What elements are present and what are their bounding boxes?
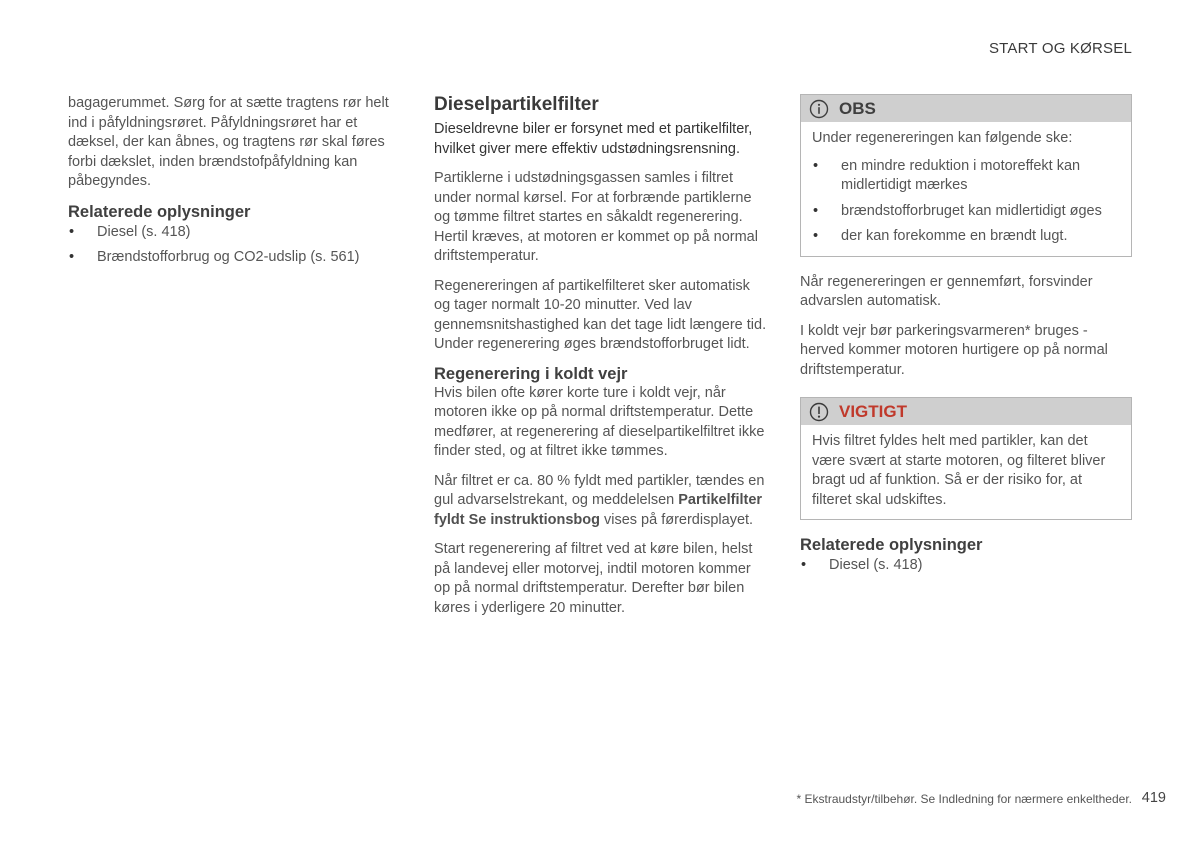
warning-box-body	[801, 425, 1131, 519]
related-info-heading: Relaterede oplysninger	[68, 202, 251, 221]
warning-box	[800, 397, 1132, 520]
text-segment: Når filtret er ca. 80 % fyldt med partikler, tændes en gul advarselstrekant, og meddelelsen	[434, 472, 765, 508]
paragraph: I koldt vejr bør parkeringsvarmeren* bruges - herved kommer motoren hurtigere op på normal driftstemperatur.	[800, 322, 1108, 378]
note-box-title: OBS	[839, 98, 876, 118]
paragraph: Partiklerne i udstødningsgassen samles i filtret under normal kørsel. For at forbrænde partiklerne og tømme filtret startes en såkaldt regenerering. Hertil kræves, at motoren er kommet op på normal driftstemperatur.	[434, 170, 758, 264]
list-item: • der kan forekomme en brændt lugt.	[812, 227, 1120, 247]
note-intro: Under regenereringen kan følgende ske:	[812, 130, 1073, 146]
list-item: • en mindre reduktion i motoreffekt kan midlertidigt mærkes	[812, 157, 1120, 196]
paragraph: Hvis bilen ofte kører korte ture i koldt vejr, når motoren ikke op på normal driftstemperatur. Dette medfører, at regenerering af dieselpartikelfiltret ikke finder sted, og at filtret ikke tømmes.	[434, 384, 765, 459]
paragraph: Regenereringen af partikelfilteret sker automatisk og tager normalt 10-20 minutter. Ved lav gennemsnitshastighed kan det tage lidt længere tid. Under regenerering øges brændstofforbruget lidt.	[434, 277, 767, 352]
exclamation-circle-icon	[809, 402, 829, 422]
note-list	[812, 157, 1120, 247]
warning-box-title: VIGTIGT	[839, 401, 907, 421]
paragraph: Når regenereringen er gennemført, forsvinder advarslen automatisk.	[800, 273, 1093, 309]
right-column	[800, 94, 1132, 576]
display-message: Partikelfilter fyldt Se instruktionsbog	[434, 492, 763, 528]
related-info-list	[800, 556, 1132, 576]
paragraph-warning-message	[434, 472, 768, 531]
related-link-diesel[interactable]: • Diesel (s. 418)	[68, 223, 400, 243]
footnote: * Ekstraudstyr/tilbehør. Se Indledning for nærmere enkeltheder.	[796, 792, 1132, 806]
info-circle-icon	[809, 99, 829, 119]
related-link-fuel-consumption[interactable]: • Brændstofforbrug og CO2-udslip (s. 561)	[68, 248, 400, 268]
article-title: Dieselpartikelfilter	[434, 94, 599, 115]
subsection-title: Regenerering i koldt vejr	[434, 364, 628, 383]
left-column	[68, 94, 400, 268]
middle-column	[434, 94, 768, 618]
text-segment: vises på førerdisplayet.	[599, 511, 754, 528]
page-number: 419	[1141, 790, 1166, 806]
note-box-body	[801, 122, 1131, 256]
related-link-diesel[interactable]: • Diesel (s. 418)	[800, 556, 1132, 576]
paragraph: Start regenerering af filtret ved at køre bilen, helst på landevej eller motorvej, indtil motoren kommer op på normal driftstemperatur. Derefter bør bilen køres i yderligere 20 minutter.	[434, 541, 753, 616]
section-title: START OG KØRSEL	[988, 40, 1132, 57]
warning-text: Hvis filtret fyldes helt med partikler, kan det være svært at starte motoren, og filteret bliver bragt ud af funktion. Så er der risiko for, at filteret skal udskiftes.	[812, 433, 1106, 508]
related-info-heading: Relaterede oplysninger	[800, 536, 983, 554]
continuation-text: bagagerummet. Sørg for at sætte tragtens rør helt ind i påfyldningsrøret. Påfyldningsrøret har et dæksel, der kan åbnes, og tragtens rør skal føres forbi dækslet, inden brændstofpåfyldning kan påbegyndes.	[68, 95, 389, 189]
warning-box-header	[801, 398, 1131, 425]
note-box	[800, 94, 1132, 257]
article-intro: Dieseldrevne biler er forsynet med et partikelfilter, hvilket giver mere effektiv udstødningsrensning.	[434, 121, 753, 157]
related-info-list	[68, 223, 400, 268]
note-box-header	[801, 95, 1131, 122]
list-item: • brændstofforbruget kan midlertidigt øges	[812, 202, 1120, 222]
